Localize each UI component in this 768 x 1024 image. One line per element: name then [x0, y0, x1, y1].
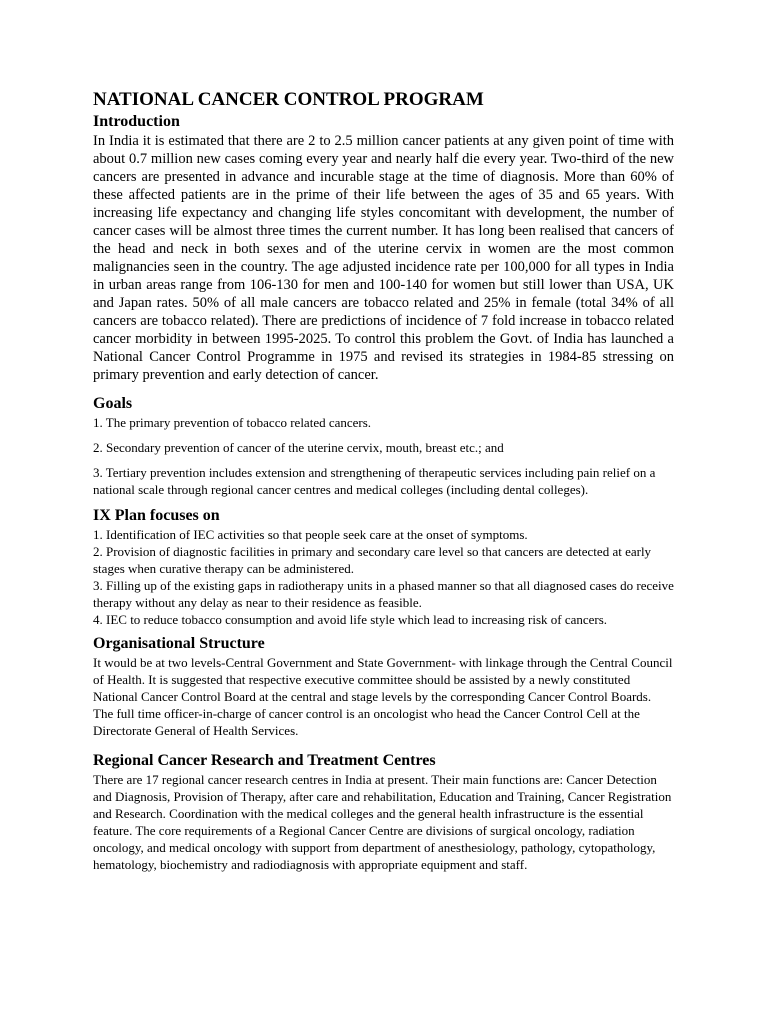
goal-item-2: 2. Secondary prevention of cancer of the uterine cervix, mouth, breast etc.; and: [93, 440, 504, 455]
document-title: NATIONAL CANCER CONTROL PROGRAM: [93, 89, 484, 110]
organisational-structure-text: It would be at two levels-Central Government and State Government- with linkage through the Central Council of Health. It is suggested that respective executive committee should be assisted by a newly constituted National Cancer Control Board at the central and stage levels by the corresponding Cancer Control Boards. The full time officer-in-charge of cancer control is an oncologist who head the Cancer Control Cell at the Directorate General of Health Services.: [93, 655, 673, 738]
organisational-structure-heading: Organisational Structure: [93, 635, 265, 652]
ix-plan-item-3: 3. Filling up of the existing gaps in radiotherapy units in a phased manner so that all diagnosed cases do receive therapy without any delay as near to their residence as feasible.: [93, 578, 674, 610]
regional-centres-text: There are 17 regional cancer research centres in India at present. Their main functions are: Cancer Detection and Diagnosis, Provision of Therapy, after care and rehabilitation, Education and Training, Cancer Registration and Research. Coordination with the medical colleges and the general health infrastructure is the essential feature. The core requirements of a Regional Cancer Centre are divisions of surgical oncology, radiation oncology, and medical oncology with support from department of anesthesiology, pathology, cytopathology, hematology, biochemistry and radiodiagnosis with appropriate equipment and staff.: [93, 772, 672, 872]
goal-item-1: 1. The primary prevention of tobacco related cancers.: [93, 415, 372, 430]
goal-item-3: 3. Tertiary prevention includes extension and strengthening of therapeutic services including pain relief on a national scale through regional cancer centres and medical colleges (including dental colleges).: [93, 465, 656, 497]
regional-centres-heading: Regional Cancer Research and Treatment Centres: [93, 752, 436, 769]
ix-plan-heading: IX Plan focuses on: [93, 507, 220, 524]
ix-plan-item-1: 1. Identification of IEC activities so that people seek care at the onset of symptoms.: [93, 527, 528, 542]
ix-plan-item-4: 4. IEC to reduce tobacco consumption and avoid life style which lead to increasing risk of cancers.: [93, 612, 608, 627]
ix-plan-item-2: 2. Provision of diagnostic facilities in primary and secondary care level so that cancers are detected at early stages when curative therapy can be administered.: [93, 544, 652, 576]
introduction-heading: Introduction: [93, 113, 180, 130]
introduction-text: In India it is estimated that there are 2 to 2.5 million cancer patients at any given point of time with about 0.7 million new cases coming every year and nearly half die every year. Two-third of the new cancers are presented in advance and incurable stage at the time of diagnosis. More than 60% of these affected patients are in the prime of their life between the ages of 35 and 65 years. With increasing life expectancy and changing life styles concomitant with development, the number of cancer cases will be almost three times the current number. It has long been realised that cancers of the head and neck in both sexes and of the uterine cervix in women are the most common malignancies seen in the country. The age adjusted incidence rate per 100,000 for all types in India in urban areas range from 106-130 for men and 100-140 for women but still lower than USA, UK and Japan rates. 50% of all male cancers are tobacco related and 25% in female (total 34% of all cancers are tobacco related). There are predictions of incidence of 7 fold increase in tobacco related cancer morbidity in between 1995-2025. To control this problem the Govt. of India has launched a National Cancer Control Programme in 1975 and revised its strategies in 1984-85 stressing on primary prevention and early detection of cancer.: [93, 133, 674, 383]
document-page: [93, 88, 674, 873]
goals-heading: Goals: [93, 395, 133, 412]
